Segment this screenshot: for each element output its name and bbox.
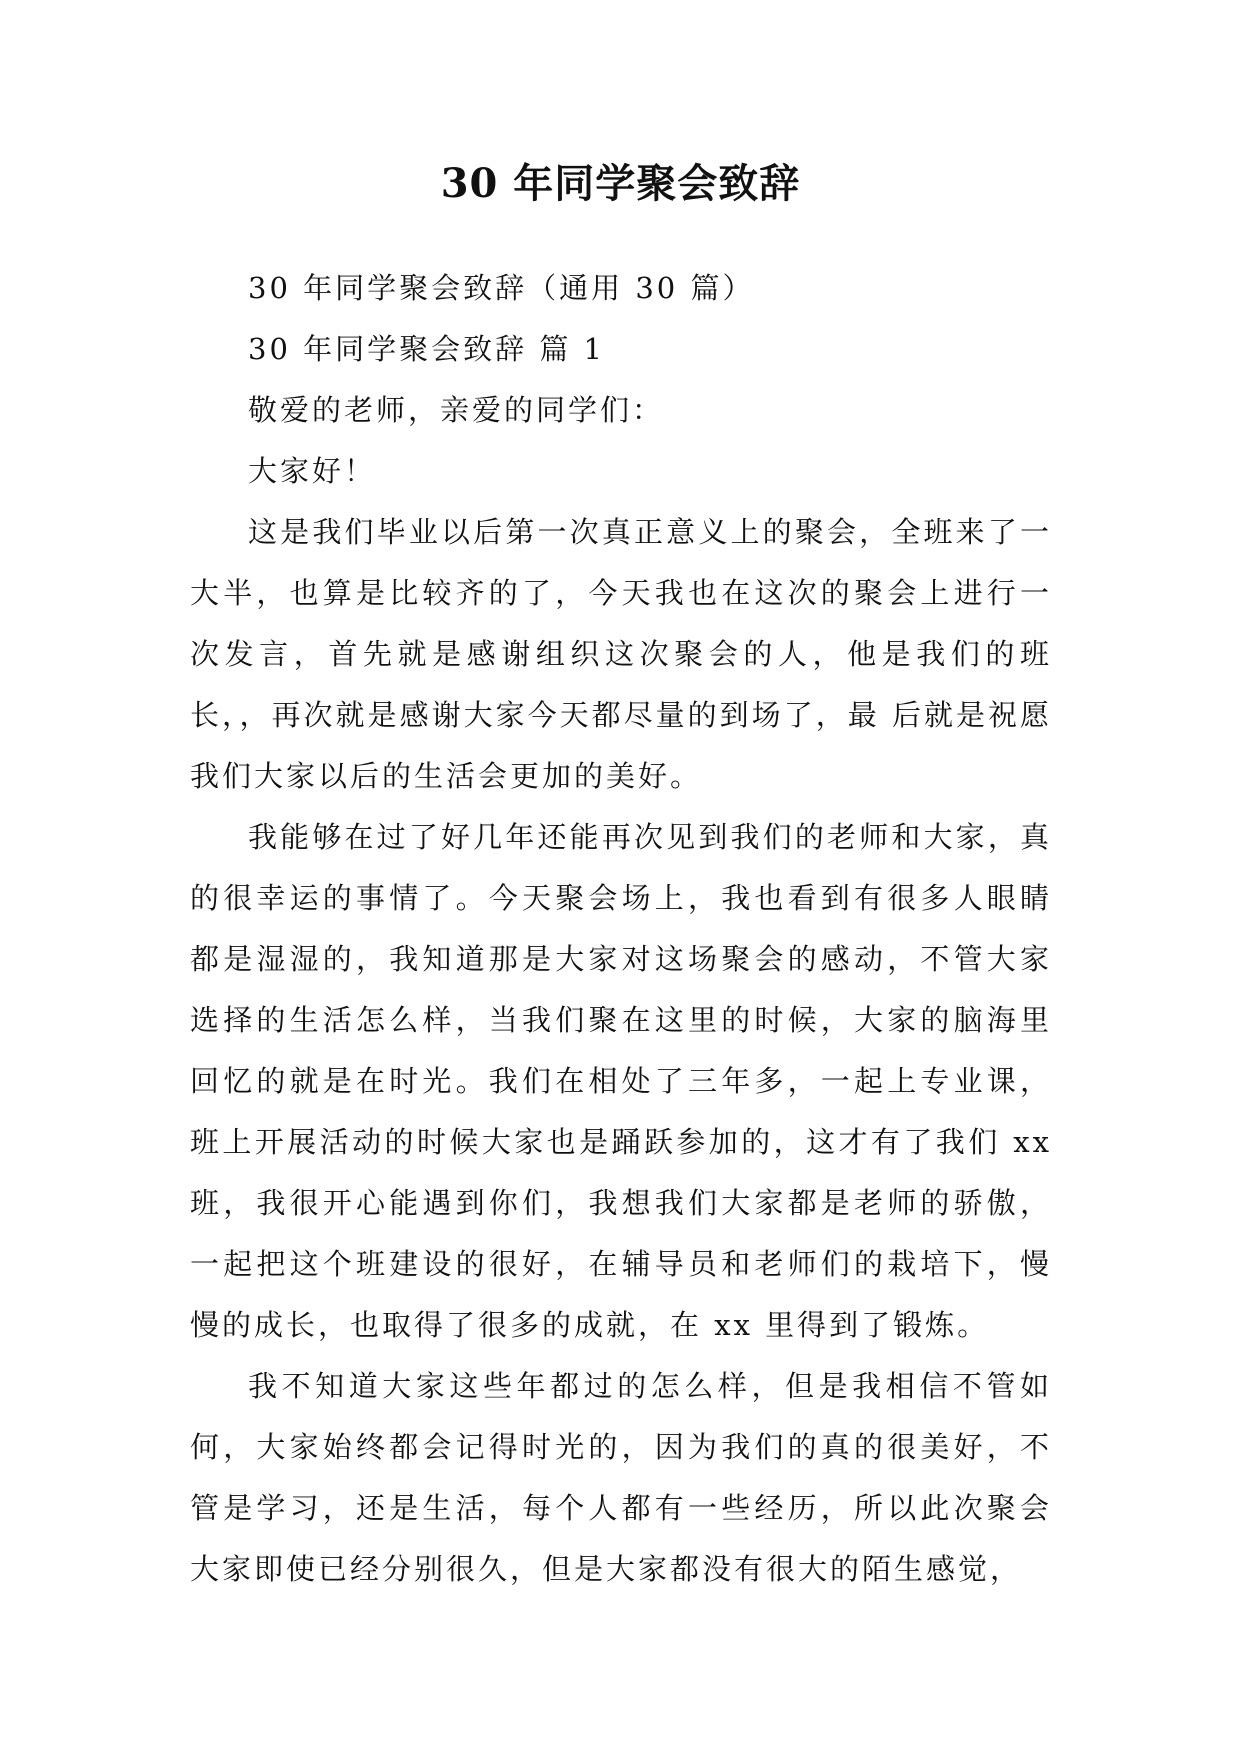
section-heading: 30 年同学聚会致辞 篇 1 — [248, 332, 606, 366]
greeting: 大家好！ — [248, 454, 377, 488]
document-title: 30 年同学聚会致辞 — [440, 160, 801, 207]
subtitle-line: 30 年同学聚会致辞（通用 30 篇） — [248, 271, 755, 305]
body-paragraph: 我不知道大家这些年都过的怎么样，但是我相信不管如何，大家始终都会记得时光的，因为我们的真的很美好，不管是学习，还是生活，每个人都有一些经历，所以此次聚会大家即使已经分别很久，但是大家都没有很大的陌生感觉， — [190, 1369, 1052, 1586]
body-paragraph: 我能够在过了好几年还能再次见到我们的老师和大家，真的很幸运的事情了。今天聚会场上，我也看到有很多人眼睛都是湿湿的，我知道那是大家对这场聚会的感动，不管大家选择的生活怎么样，当我们聚在这里的时候，大家的脑海里回忆的就是在时光。我们在相处了三年多，一起上专业课，班上开展活动的时候大家也是踊跃参加的，这才有了我们 xx 班，我很开心能遇到你们，我想我们大家都是老师的骄傲，一起把这个班建设的很好，在辅导员和老师们的栽培下，慢慢的成长，也取得了很多的成就，在 xx 里得到了锻炼。 — [190, 820, 1052, 1342]
document-body — [190, 258, 1052, 1600]
salutation: 敬爱的老师，亲爱的同学们： — [248, 393, 665, 427]
body-paragraph: 这是我们毕业以后第一次真正意义上的聚会，全班来了一大半，也算是比较齐的了，今天我也在这次的聚会上进行一次发言，首先就是感谢组织这次聚会的人，他是我们的班长，，再次就是感谢大家今天都尽量的到场了，最 后就是祝愿我们大家以后的生活会更加的美好。 — [190, 515, 1052, 793]
